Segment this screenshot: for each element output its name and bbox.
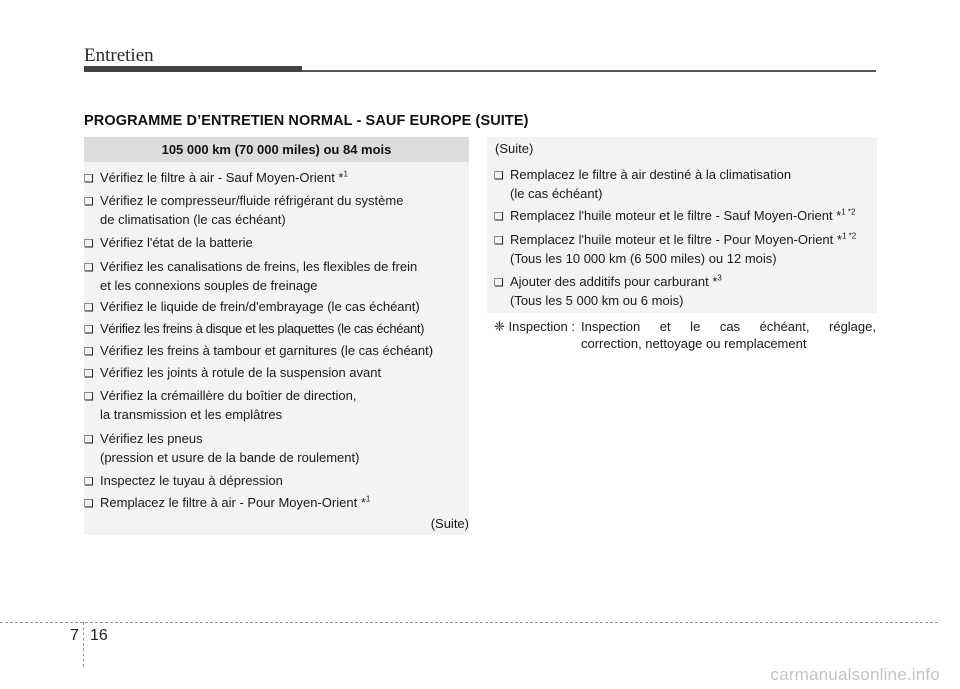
checkbox-icon: ❑ [494,170,504,182]
checkbox-icon: ❑ [494,277,504,289]
list-item: ❑ Vérifiez les freins à disque et les plaquettes (le cas échéant) [84,320,424,339]
list-item: ❑ Vérifiez l'état de la batterie [84,234,253,253]
checkbox-icon: ❑ [494,211,504,223]
checkbox-icon: ❑ [84,302,94,314]
list-item: ❑ Vérifiez les canalisations de freins, les flexibles de frein et les connexions souples de freinage [84,259,418,293]
checkbox-icon: ❑ [84,173,94,185]
section-title: Entretien [84,45,154,66]
right-panel [487,137,877,313]
list-item: ❑ Remplacez le filtre à air destiné à la climatisation (le cas échéant) [494,167,792,201]
list-item: ❑ Remplacez l'huile moteur et le filtre - Pour Moyen-Orient *$^{1 *2}$ (Tous les 10 000 km (6 500 miles) ou 12 mois) [494,231,857,266]
program-heading: PROGRAMME D’ENTRETIEN NORMAL - SAUF EUROPE (SUITE) [84,113,529,129]
list-item: ❑ Vérifiez la crémaillère du boîtier de direction, la transmission et les emplâtres [84,388,357,422]
list-item: ❑ Remplacez l'huile moteur et le filtre - Sauf Moyen-Orient *$^{1 *2}$ [494,207,855,226]
continued-label: (Suite) [495,141,534,156]
list-item: ❑ Vérifiez les pneus (pression et usure de la bande de roulement) [84,431,360,465]
watermark: carmanualsonline.info [770,665,940,684]
checkbox-icon: ❑ [84,324,94,336]
list-item: ❑ Vérifiez le filtre à air - Sauf Moyen-Orient *$^1$ [84,169,348,188]
checkbox-icon: ❑ [84,368,94,380]
list-item: ❑ Ajouter des additifs pour carburant *$^3$ (Tous les 5 000 km ou 6 mois) [494,273,722,308]
checkbox-icon: ❑ [84,196,94,208]
legend-text: Inspection et le cas échéant, réglage, [581,319,876,334]
checkbox-icon: ❑ [84,476,94,488]
legend-label: ❈ Inspection : [494,319,575,334]
chapter-number: 7 [70,627,79,644]
left-panel-title: 105 000 km (70 000 miles) ou 84 mois [84,137,469,162]
checkbox-icon: ❑ [494,235,504,247]
checkbox-icon: ❑ [84,391,94,403]
page-number: 16 [90,627,108,644]
header-rule-thick [84,66,302,72]
continued-label: (Suite) [430,516,469,531]
checkbox-icon: ❑ [84,238,94,250]
checkbox-icon: ❑ [84,262,94,274]
legend-text: correction, nettoyage ou remplacement [581,336,807,351]
list-item: ❑ Inspectez le tuyau à dépression [84,472,283,491]
header-rule-thin [302,70,876,72]
checkbox-icon: ❑ [84,498,94,510]
left-panel [84,137,469,535]
list-item: ❑ Vérifiez les joints à rotule de la suspension avant [84,364,381,383]
list-item: ❑ Vérifiez le liquide de frein/d'embrayage (le cas échéant) [84,298,420,317]
list-item: ❑ Vérifiez les freins à tambour et garnitures (le cas échéant) [84,342,433,361]
checkbox-icon: ❑ [84,434,94,446]
footer-rule [0,622,938,623]
checkbox-icon: ❑ [84,346,94,358]
footer-vertical-rule [83,622,84,667]
list-item: ❑ Remplacez le filtre à air - Pour Moyen-Orient *$^1$ [84,494,370,513]
list-item: ❑ Vérifiez le compresseur/fluide réfrigérant du système de climatisation (le cas échéant) [84,193,404,227]
